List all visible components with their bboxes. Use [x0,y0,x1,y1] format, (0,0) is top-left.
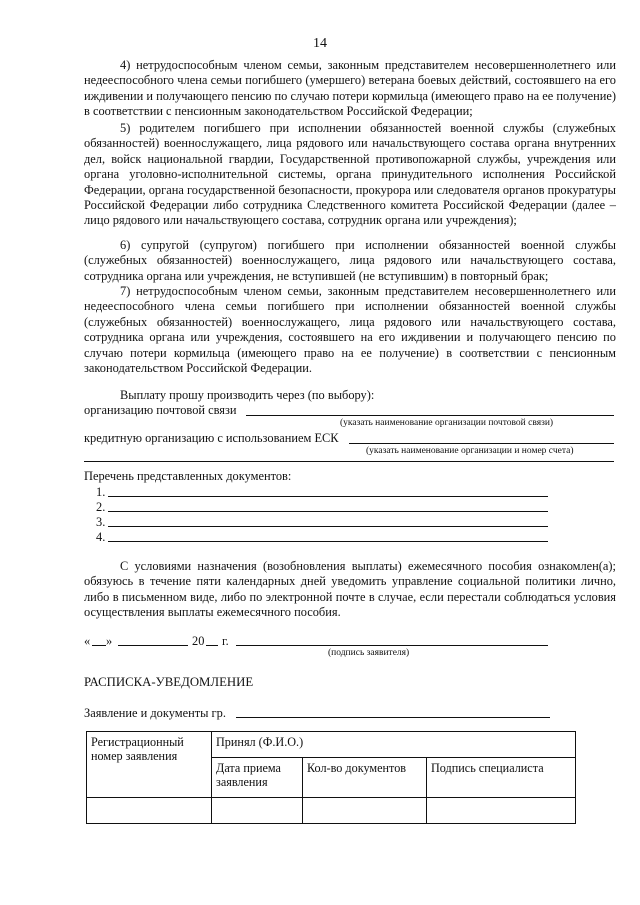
document-item-3-field[interactable] [108,526,548,527]
document-item-2-field[interactable] [108,511,548,512]
document-item-1-field[interactable] [108,496,548,497]
page-number: 14 [313,36,327,51]
credit-field-extra[interactable] [84,461,614,462]
agreement-text: С условиями назначения (возобновления выплаты) ежемесячного пособия ознакомлен(а); обязуюсь в течение пяти календарных дней уведомить управление социальной политики лично, либо в письменном виде, либо по электронной почте в случае, если перестали соблюдаться условия осуществления выплаты ежемесячного пособия. [84,559,616,620]
date-year-field[interactable] [206,645,218,646]
document-item-2-number: 2. [96,500,106,514]
date-day-open: « [84,634,91,648]
date-header: Дата приема заявления [212,758,303,798]
date-year-suffix: г. [222,634,229,648]
applicant-signature-field[interactable] [236,645,548,646]
date-cell[interactable] [212,798,303,824]
reg-number-cell[interactable] [87,798,212,824]
count-cell[interactable] [303,798,427,824]
document-item-4-field[interactable] [108,541,548,542]
postal-field[interactable] [246,415,614,416]
payment-intro: Выплату прошу производить через (по выбору): [120,388,375,402]
document-item-1-number: 1. [96,485,106,499]
reg-number-header: Регистрационный номер заявления [87,732,212,798]
paragraph-item-7: 7) нетрудоспособным членом семьи, законным представителем несовершеннолетнего или недееспособного члена семьи погибшего при исполнении обязанностей военной службы (служебных обязанностей) военнослужащего, лица рядового или начальствующего состава, сотрудника органа или учреждения, состоявшего на его иждивении и получающего пенсию по случаю потери кормильца (имеющего право на ее получение) в соответствии с пенсионным законодательством Российской Федерации. [84,284,616,376]
credit-caption: (указать наименование организации и номер счета) [366,446,574,456]
paragraph-item-5: 5) родителем погибшего при исполнении обязанностей военной службы (служебных обязанностей) военнослужащего, лица рядового или начальствующего состава органа внутренних дел, войск национальной гвардии, Государственной противопожарной службы, учреждения или органа уголовно-исполнительной системы, органа принудительного исполнения Российской Федерации, органа государственной безопасности, прокурора или следователя органов прокуратуры Российской Федерации либо сотрудника Следственного комитета Российской Федерации (далее – лицо рядового или начальствующего состава, сотрудник органа или учреждения); [84,121,616,228]
registration-table [86,731,576,824]
date-day-field[interactable] [92,645,106,646]
credit-label: кредитную организацию с использованием ЕСК [84,431,339,445]
receipt-title: РАСПИСКА-УВЕДОМЛЕНИЕ [84,675,254,689]
credit-field[interactable] [349,443,614,444]
statement-label: Заявление и документы гр. [84,706,226,720]
date-month-field[interactable] [118,645,188,646]
postal-caption: (указать наименование организации почтовой связи) [340,418,554,428]
applicant-name-field[interactable] [236,717,550,718]
sign-cell[interactable] [427,798,576,824]
count-header: Кол-во документов [303,758,427,798]
signature-caption: (подпись заявителя) [328,648,410,658]
accepted-header: Принял (Ф.И.О.) [212,732,576,758]
date-year-prefix: 20 [192,634,205,648]
postal-label: организацию почтовой связи [84,403,237,417]
paragraph-item-6: 6) супругой (супругом) погибшего при исполнении обязанностей военной службы (служебных обязанностей) военнослужащего, лица рядового или начальствующего состава, сотрудника органа или учреждения, не вступившей (не вступившим) в повторный брак; [84,238,616,283]
documents-title: Перечень представленных документов: [84,469,292,483]
document-item-4-number: 4. [96,530,106,544]
sign-header: Подпись специалиста [427,758,576,798]
document-item-3-number: 3. [96,515,106,529]
paragraph-item-4: 4) нетрудоспособным членом семьи, законным представителем несовершеннолетнего или недееспособного члена семьи погибшего (умершего) ветерана боевых действий, состоявшего на его иждивении и получающего пенсию по случаю потери кормильца (имеющего право на ее получение) в соответствии с пенсионным законодательством Российской Федерации; [84,58,616,119]
date-day-close: » [106,634,113,648]
